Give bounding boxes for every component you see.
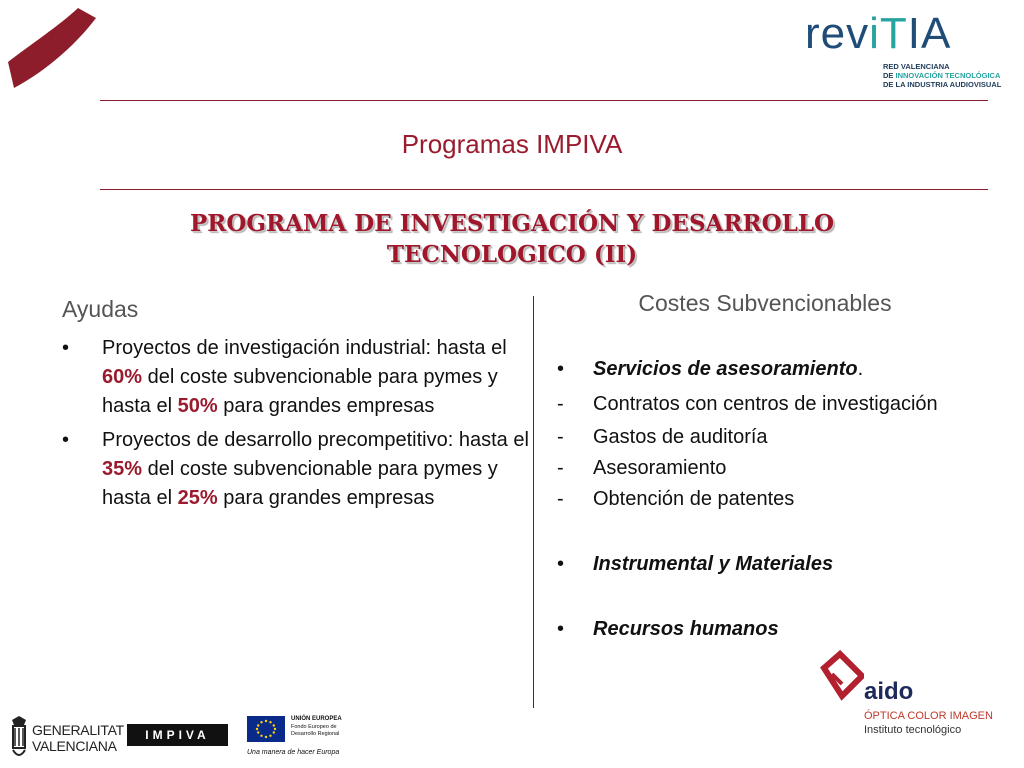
ayudas-column [62, 294, 530, 518]
dash-icon: - [557, 426, 564, 448]
list-item: - Gastos de auditoría [557, 423, 973, 451]
page-title: Programas IMPIVA [401, 129, 623, 159]
list-item: • Proyectos de investigación industrial: hasta el 60% del coste subvencionable para pymes y hasta el 50% para grandes empresas [62, 334, 530, 421]
dash-icon: - [557, 457, 564, 479]
eu-motto: Una manera de hacer Europa [247, 749, 340, 756]
costes-column [557, 288, 973, 643]
eu-fund: Fondo Europeo de Desarrollo Regional [291, 724, 340, 737]
corner-swoosh-decoration [0, 0, 110, 95]
ayudas-list [62, 334, 530, 513]
coat-of-arms-icon [8, 716, 30, 762]
eu-flag-icon [247, 716, 285, 742]
column-divider [533, 296, 534, 708]
generalitat-line1: GENERALITAT [32, 722, 124, 738]
generalitat-line2: VALENCIANA [32, 738, 117, 754]
costes-heading: Costes Subvencionables [638, 290, 892, 316]
aido-emblem-icon [818, 650, 864, 710]
dash-icon: - [557, 488, 564, 510]
eu-logo [247, 716, 357, 764]
dash-icon: - [557, 393, 564, 415]
generalitat-logo [8, 714, 123, 766]
percentage: 50% [177, 395, 218, 417]
bullet-icon: • [62, 429, 70, 451]
revitia-tagline: RED VALENCIANA DE INNOVACIÓN TECNOLÓGICA DE LA INDUSTRIA AUDIOVISUAL [883, 62, 1002, 89]
aido-logo [818, 650, 998, 740]
aido-tagline: ÓPTICA COLOR IMAGEN [864, 710, 993, 722]
section-title: PROGRAMA DE INVESTIGACIÓN Y DESARROLLO TECNOLOGICO (II) [189, 210, 835, 268]
impiva-logo: IMPIVA [127, 724, 228, 746]
bullet-icon: • [557, 358, 565, 380]
percentage: 60% [102, 366, 143, 388]
bullet-icon: • [557, 618, 565, 640]
revitia-logo [805, 9, 1005, 92]
bullet-icon: • [62, 337, 70, 359]
bullet-icon: • [557, 553, 565, 575]
aido-subtitle: Instituto tecnológico [864, 724, 962, 736]
list-item: • Instrumental y Materiales [557, 550, 973, 578]
list-item: • Servicios de asesoramiento. [557, 355, 973, 383]
list-item: - Obtención de patentes [557, 485, 973, 513]
eu-title: UNIÓN EUROPEA [291, 716, 342, 722]
ayudas-heading: Ayudas [62, 296, 139, 322]
percentage: 35% [102, 458, 143, 480]
title-rule [100, 189, 988, 190]
list-item: • Recursos humanos [557, 615, 973, 643]
percentage: 25% [177, 487, 218, 509]
revitia-wordmark: reviTIA [805, 9, 952, 58]
aido-wordmark: aido [864, 678, 914, 705]
list-item: • Proyectos de desarrollo precompetitivo: hasta el 35% del coste subvencionable para pymes y hasta el 25% para grandes empresas [62, 426, 530, 513]
list-item: - Contratos con centros de investigación [557, 390, 973, 418]
top-rule [100, 100, 988, 101]
list-item: - Asesoramiento [557, 454, 973, 482]
